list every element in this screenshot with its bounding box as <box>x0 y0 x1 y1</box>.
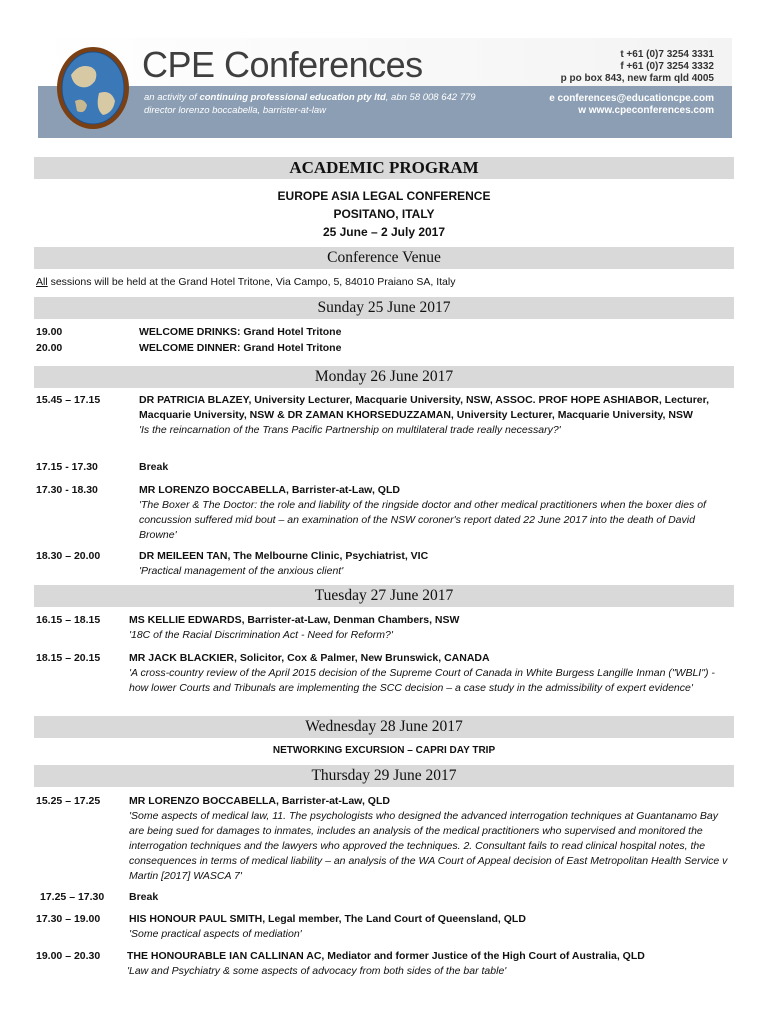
session-topic: 'A cross-country review of the April 2015 decision of the Supreme Court of Canada in White Burgess Langille Inman ("WBLI") - how lower Courts and Tribunals are implementing the SCC decision – a case study in the admissibility of expert evidence' <box>129 667 715 694</box>
day-heading: Sunday 25 June 2017 <box>34 297 734 319</box>
session-time: 15.45 – 17.15 <box>36 394 101 406</box>
session-topic: '18C of the Racial Discrimination Act - Need for Reform?' <box>129 629 393 641</box>
fax: f +61 (0)7 3254 3332 <box>620 61 714 72</box>
session-speaker: THE HONOURABLE IAN CALLINAN AC, Mediator and former Justice of the High Court of Australia, QLD <box>127 950 645 962</box>
session-topic: 'Practical management of the anxious client' <box>139 565 344 577</box>
session-content <box>129 651 729 696</box>
session-content <box>129 912 729 942</box>
day-heading: Monday 26 June 2017 <box>34 366 734 388</box>
excursion-note: NETWORKING EXCURSION – CAPRI DAY TRIP <box>272 745 496 756</box>
director-line: director lorenzo boccabella, barrister-at-law <box>144 105 326 116</box>
session-title: Break <box>129 891 159 903</box>
session-title: WELCOME DINNER: Grand Hotel Tritone <box>139 342 342 354</box>
session-content <box>139 393 719 438</box>
session-time: 19.00 <box>36 326 63 338</box>
session-time: 19.00 – 20.30 <box>36 950 101 962</box>
session-speaker: DR MEILEEN TAN, The Melbourne Clinic, Psychiatrist, VIC <box>139 550 429 562</box>
session-time: 17.25 – 17.30 <box>40 891 105 903</box>
session-topic: 'The Boxer & The Doctor: the role and liability of the ringside doctor and other medical practitioners when the boxer dies of concussion suffered mid bout – an examination of the NSW coroner's report dated 22 June 2017 into the death of David Browne' <box>139 499 706 541</box>
phone: t +61 (0)7 3254 3331 <box>620 49 714 60</box>
website-link[interactable]: w www.cpeconferences.com <box>578 105 714 116</box>
session-time: 18.15 – 20.15 <box>36 652 101 664</box>
session-content <box>139 549 719 579</box>
session-speaker: MR JACK BLACKIER, Solicitor, Cox & Palmer, New Brunswick, CANADA <box>129 652 490 664</box>
conference-name: EUROPE ASIA LEGAL CONFERENCE <box>277 189 491 203</box>
session-speaker: HIS HONOUR PAUL SMITH, Legal member, The Land Court of Queensland, QLD <box>129 913 526 925</box>
session-topic: 'Is the reincarnation of the Trans Pacific Partnership on multilateral trade really necessary?' <box>139 424 561 436</box>
session-time: 20.00 <box>36 342 63 354</box>
email-link[interactable]: e conferences@educationcpe.com <box>549 93 714 104</box>
session-time: 18.30 – 20.00 <box>36 550 101 562</box>
venue-text: All sessions will be held at the Grand Hotel Tritone, Via Campo, 5, 84010 Praiano SA, Italy <box>36 276 456 288</box>
conference-dates: 25 June – 2 July 2017 <box>322 225 446 239</box>
session-topic: 'Some aspects of medical law, 11. The psychologists who designed the advanced interrogation techniques at Guantanamo Bay are being sued for damages to inmates, includes an analysis of the medical practitioners who supervised and monitored the interrogation techniques and the lawyers who approved the techniques. 2. Consultant fails to read clinical hospital notes, the consequences in terms of medical liability – an analysis of the WA Court of Appeal decision of East Metropolitan Health Service v Martin [2017] WASCA 7' <box>129 810 728 882</box>
session-speaker: DR PATRICIA BLAZEY, University Lecturer, Macquarie University, NSW, ASSOC. PROF HOPE ASHIABOR, Lecturer, Macquarie University, NSW & DR ZAMAN KHORSEDUZZAMAN, University Lecturer, Macquarie University, NSW <box>139 394 710 421</box>
session-topic: 'Law and Psychiatry & some aspects of advocacy from both sides of the bar table' <box>127 965 507 977</box>
session-time: 17.30 – 19.00 <box>36 913 101 925</box>
session-content <box>129 613 729 643</box>
session-time: 17.30 - 18.30 <box>36 484 98 496</box>
session-speaker: MS KELLIE EDWARDS, Barrister-at-Law, Denman Chambers, NSW <box>129 614 460 626</box>
session-speaker: MR LORENZO BOCCABELLA, Barrister-at-Law, QLD <box>129 795 390 807</box>
page-title: ACADEMIC PROGRAM <box>34 157 734 179</box>
day-heading: Tuesday 27 June 2017 <box>34 585 734 607</box>
letterhead <box>38 38 732 138</box>
brand-name: CPE Conferences <box>142 44 423 85</box>
globe-logo-icon <box>55 45 131 131</box>
session-speaker: MR LORENZO BOCCABELLA, Barrister-at-Law, QLD <box>139 484 400 496</box>
session-time: 16.15 – 18.15 <box>36 614 101 626</box>
session-content <box>129 794 729 884</box>
session-title: Break <box>139 461 169 473</box>
session-content <box>139 483 719 543</box>
po-box: p po box 843, new farm qld 4005 <box>560 73 714 84</box>
day-heading: Thursday 29 June 2017 <box>34 765 734 787</box>
conference-location: POSITANO, ITALY <box>333 207 435 221</box>
company-line: an activity of continuing professional education pty ltd, abn 58 008 642 779 <box>144 92 476 103</box>
session-topic: 'Some practical aspects of mediation' <box>129 928 302 940</box>
session-time: 15.25 – 17.25 <box>36 795 101 807</box>
venue-heading: Conference Venue <box>34 247 734 269</box>
session-time: 17.15 - 17.30 <box>36 461 98 473</box>
session-content <box>127 949 737 979</box>
day-heading: Wednesday 28 June 2017 <box>34 716 734 738</box>
session-title: WELCOME DRINKS: Grand Hotel Tritone <box>139 326 342 338</box>
